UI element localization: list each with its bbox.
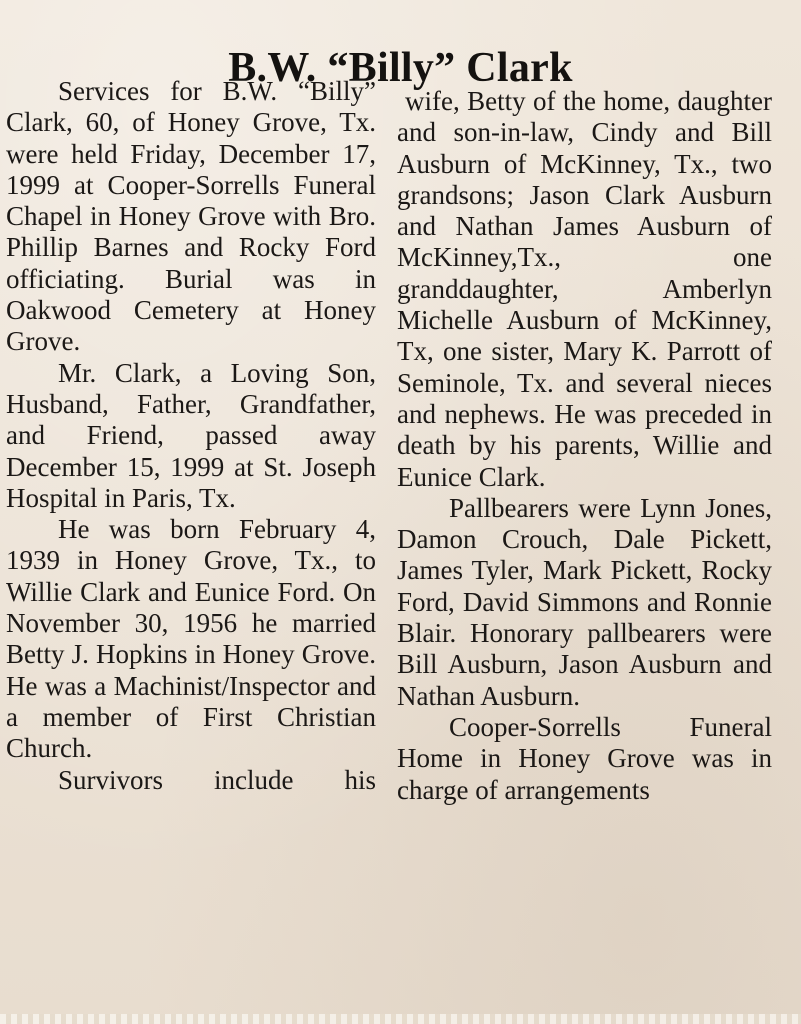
paragraph-passing: Mr. Clark, a Loving Son, Husband, Father, Grandfather, and Friend, passed away December 15, 1999 at St. Joseph Hospital in Paris, Tx. — [6, 357, 376, 513]
paragraph-pallbearers: Pallbearers were Lynn Jones, Damon Crouch, Dale Pickett, James Tyler, Mark Pickett, Rocky Ford, David Simmons and Ronnie Blair. Honorary pallbearers were Bill Ausburn, Jason Ausburn and Nathan Ausburn. — [397, 492, 772, 711]
paragraph-survivors-start: Survivors include his — [58, 764, 376, 795]
torn-paper-edge — [0, 1014, 801, 1024]
paragraph-services: Services for B.W. “Billy” Clark, 60, of Honey Grove, Tx. were held Friday, December 17, 1999 at Cooper-Sorrells Funeral Chapel in Honey Grove with Bro. Phillip Barnes and Rocky Ford officiating. Burial was in Oakwood Cemetery at Honey Grove. — [6, 76, 376, 357]
paragraph-biography: He was born February 4, 1939 in Honey Grove, Tx., to Willie Clark and Eunice Ford. On November 30, 1956 he married Betty J. Hopkins in Honey Grove. He was a Machinist/Inspector and a member of First Christian Church. — [6, 514, 376, 764]
paragraph-arrangements: Cooper-Sorrells Funeral Home in Honey Grove was in charge of arrangements — [397, 711, 772, 805]
obituary-title: B.W. “Billy” Clark — [228, 45, 573, 92]
right-column — [397, 86, 772, 806]
paragraph-survivors-continued: wife, Betty of the home, daughter and son-in-law, Cindy and Bill Ausburn of McKinney, Tx., two grandsons; Jason Clark Ausburn and Nathan James Ausburn of McKinney,Tx., one granddaughter, Amberlyn Michelle Ausburn of McKinney, Tx, one sister, Mary K. Parrott of Seminole, Tx. and several nieces and nephews. He was preceded in death by his parents, Willie and Eunice Clark. — [397, 86, 772, 492]
left-column — [6, 76, 376, 796]
